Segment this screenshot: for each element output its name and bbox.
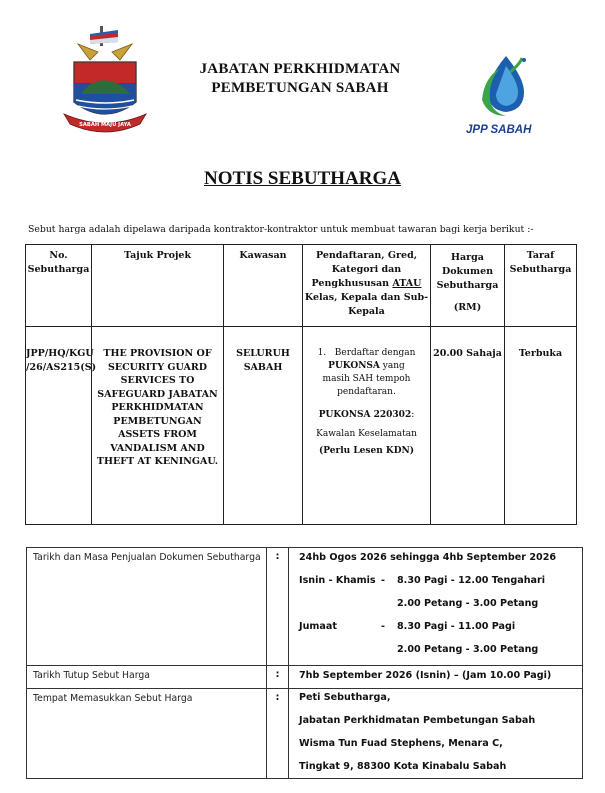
schedule-row-jualan [27, 548, 583, 666]
table-header-row [26, 245, 577, 327]
department-line-1: JABATAN PERKHIDMATAN [199, 61, 401, 77]
jualan-value [289, 548, 583, 666]
schedule-table [26, 547, 583, 779]
weekday-am-time: 8.30 Pagi - 12.00 Tengahari [397, 575, 546, 586]
pendaftaran-text: yang [382, 361, 405, 371]
tempat-line: Jabatan Perkhidmatan Pembetungan Sabah [299, 715, 536, 726]
header-pendaftaran-line: Kategori dan [331, 264, 402, 275]
schedule-colon: : [267, 548, 289, 666]
header-taraf [505, 245, 577, 327]
department-name [180, 60, 420, 98]
tempat-label: Tempat Memasukkan Sebut Harga [27, 689, 267, 779]
kawalan-text: Kawalan Keselamatan [316, 429, 417, 439]
header-harga-line: Sebutharga [436, 280, 499, 291]
notice-title-text: NOTIS SEBUTHARGA [204, 168, 401, 189]
jpp-sabah-logo [476, 52, 536, 122]
cell-taraf [505, 327, 577, 525]
weekday-pm-line [299, 592, 582, 615]
schedule-row-tempat [27, 689, 583, 779]
cell-pendaftaran [303, 327, 431, 525]
header-kawasan [224, 245, 303, 327]
cell-tajuk-line: SAFEGUARD JABATAN [97, 388, 218, 400]
friday-label: Jumaat [299, 621, 337, 632]
header-pendaftaran-line [303, 277, 430, 291]
cell-tajuk-line: THEFT AT KENINGAU. [96, 456, 219, 467]
weekday-am-line [299, 569, 582, 592]
header-taraf-line: Sebutharga [509, 264, 572, 275]
pendaftaran-line-4: pendaftaran. [337, 387, 396, 397]
cell-no-line: /26/AS215(S) [26, 362, 97, 373]
header-harga-unit: (RM) [453, 302, 482, 313]
header-atau: ATAU [392, 278, 422, 289]
cell-no [26, 327, 97, 525]
cell-kawasan-line: SELURUH [236, 348, 290, 359]
cell-tajuk-line: SERVICES TO [120, 375, 195, 386]
cell-kawasan-line: SABAH [243, 362, 283, 373]
cell-kawasan [224, 327, 303, 525]
cell-harga [431, 327, 505, 525]
cell-tajuk-line: PERKHIDMATAN [111, 402, 204, 413]
friday-dash: - [381, 621, 385, 632]
tempat-value [289, 689, 583, 779]
header-pendaftaran-word: Pengkhususan [311, 278, 390, 289]
pendaftaran-line-3: masih SAH tempoh [322, 374, 411, 384]
pendaftaran-text: Berdaftar dengan [334, 348, 416, 358]
weekday-pm-time: 2.00 Petang - 3.00 Petang [397, 598, 539, 609]
tutup-value: 7hb September 2026 (Isnin) – (Jam 10.00 Pagi) [289, 666, 583, 689]
tempat-line: Tingkat 9, 88300 Kota Kinabalu Sabah [299, 761, 507, 772]
quotation-table [25, 244, 577, 525]
pendaftaran-line-1 [303, 347, 430, 360]
pendaftaran-pukonsa: PUKONSA [328, 361, 380, 371]
jpp-sabah-label: JPP SABAH [466, 124, 532, 136]
jualan-label: Tarikh dan Masa Penjualan Dokumen Sebutharga [27, 548, 267, 666]
header-kawasan-text: Kawasan [239, 250, 287, 261]
cell-harga-text: 20.00 Sahaja [433, 348, 502, 359]
pendaftaran-line-2 [303, 360, 430, 373]
tempat-line: Peti Sebutharga, [299, 692, 391, 703]
cell-tajuk-line: VANDALISM AND [110, 442, 205, 454]
cell-tajuk [92, 327, 224, 525]
header-no-line: No. [49, 250, 68, 261]
friday-pm-line [299, 638, 582, 661]
cell-taraf-text: Terbuka [518, 348, 563, 359]
cell-tajuk-line: SECURITY GUARD [107, 361, 208, 373]
lesen-text: (Perlu Lesen KDN) [319, 446, 414, 456]
schedule-row-tutup [27, 666, 583, 689]
schedule-colon: : [267, 689, 289, 779]
sabah-state-crest [60, 22, 150, 134]
weekday-dash: - [381, 575, 385, 586]
pukonsa-colon: : [411, 410, 415, 420]
header-tajuk-text: Tajuk Projek [123, 250, 192, 261]
header-harga-line: Harga [451, 252, 484, 263]
friday-am-time: 8.30 Pagi - 11.00 Pagi [397, 621, 516, 632]
pukonsa-code: PUKONSA 220302 [318, 410, 412, 420]
header-harga [431, 245, 505, 327]
header-taraf-line: Taraf [526, 250, 555, 261]
header-pendaftaran [303, 245, 431, 327]
header-pendaftaran-line: Kelas, Kepala dan Sub- [304, 292, 429, 303]
header-harga-line: Dokumen [441, 266, 494, 277]
intro-text: Sebut harga adalah dipelawa daripada kontraktor-kontraktor untuk membuat tawaran bagi kerja berikut :- [28, 224, 534, 235]
tempat-line: Wisma Tun Fuad Stephens, Menara C, [299, 738, 503, 749]
cell-tajuk-line: ASSETS FROM [118, 429, 197, 440]
header-pendaftaran-line: Pendaftaran, Gred, [315, 250, 418, 261]
pukonsa-code-line [303, 409, 430, 422]
cell-tajuk-line: THE PROVISION OF [103, 348, 212, 359]
header-pendaftaran-line: Kepala [348, 306, 385, 317]
tutup-label: Tarikh Tutup Sebut Harga [27, 666, 267, 689]
department-line-2: PEMBETUNGAN SABAH [211, 80, 389, 96]
pendaftaran-number: 1. [317, 348, 327, 358]
header-tajuk [92, 245, 224, 327]
crest-motto: SABAH MAJU JAYA [79, 122, 131, 128]
table-row [26, 327, 577, 525]
weekday-label: Isnin - Khamis [299, 575, 376, 586]
friday-am-line [299, 615, 582, 638]
friday-pm-time: 2.00 Petang - 3.00 Petang [397, 644, 539, 655]
notice-title [0, 168, 605, 190]
schedule-colon: : [267, 666, 289, 689]
header-no-line: Sebutharga [27, 264, 90, 275]
jualan-range: 24hb Ogos 2026 sehingga 4hb September 2026 [299, 552, 557, 563]
header-no [26, 245, 92, 327]
cell-no-line: JPP/HQ/KGU [26, 348, 94, 359]
cell-tajuk-line: PEMBETUNGAN [113, 415, 202, 427]
